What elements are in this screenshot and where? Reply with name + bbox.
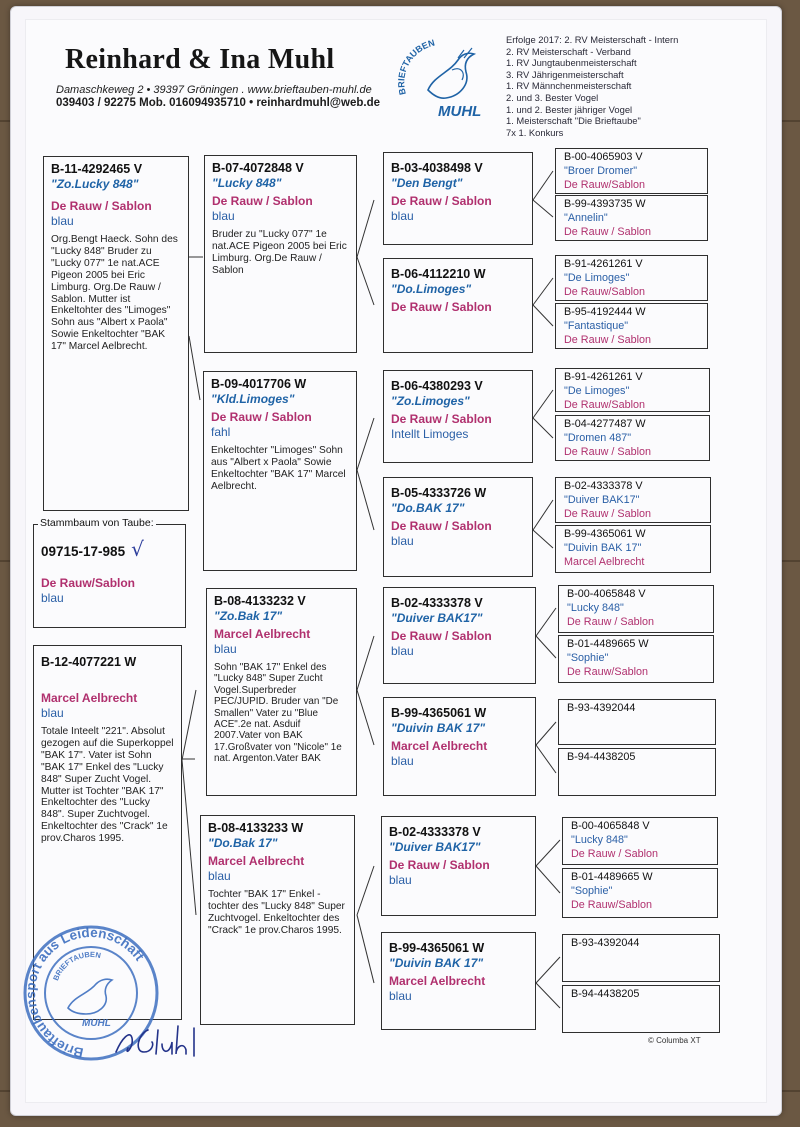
ggg-box[interactable] (555, 303, 708, 349)
gp-colour: blau (214, 642, 237, 656)
ggg-name: "Broer Dromer" (564, 165, 638, 177)
signature (108, 1008, 248, 1068)
ggg-box[interactable] (558, 748, 716, 796)
ggg-breeder: De Rauw/Sablon (564, 399, 646, 411)
success-item: 1. RV Männchenmeisterschaft (506, 80, 632, 92)
ggg-breeder: De Rauw/Sablon (571, 899, 653, 911)
ggg-ring: B-00-4065848 V (571, 820, 650, 832)
great-grandparent-box[interactable] (381, 816, 536, 916)
ggg-box[interactable] (555, 148, 708, 194)
website: . www.brieftauben-muhl.de (241, 84, 372, 96)
ggp-breeder: De Rauw / Sablon (389, 858, 490, 872)
sire-note: Org.Bengt Haeck. Sohn des "Lucky 848" Bruder zu "Lucky 077" 1e nat.ACE Pigeon 2005 bei Eric Limburg. Org.De Rauw / Sablon. Mutter ist Enkeltohter des "Limoges" Sohn aus "Albert x Paola" Sowie Enkeltochter "BAK 17" Marcel Aelbrecht. (51, 234, 178, 353)
ggg-breeder: De Rauw / Sablon (571, 848, 659, 860)
ggg-breeder: De Rauw/Sablon (564, 286, 646, 298)
ggp-colour: blau (391, 644, 414, 658)
ggg-ring: B-95-4192444 W (564, 306, 646, 318)
ggg-ring: B-91-4261261 V (564, 371, 643, 383)
ggg-box[interactable] (555, 415, 710, 461)
ggp-colour: blau (391, 754, 414, 768)
subject-box[interactable] (33, 524, 186, 628)
ggg-breeder: De Rauw / Sablon (564, 334, 652, 346)
ggg-box[interactable] (558, 585, 714, 633)
gp-breeder: Marcel Aelbrecht (214, 627, 311, 641)
dam-breeder: Marcel Aelbrecht (41, 691, 138, 705)
ggp-ring: B-06-4380293 V (391, 379, 483, 393)
sire-name: "Zo.Lucky 848" (51, 177, 139, 191)
success-item: Erfolge 2017: 2. RV Meisterschaft - Intern (506, 34, 679, 45)
ggg-name: "Annelin" (564, 212, 608, 224)
sire-ring: B-11-4292465 V (51, 162, 143, 176)
ggg-breeder: De Rauw / Sablon (567, 616, 655, 628)
ggg-breeder: Marcel Aelbrecht (564, 556, 645, 568)
gp-note: Sohn "BAK 17" Enkel des "Lucky 848" Super Zucht Vogel.Superbreder PEC/JUPID. Bruder van "De Smallen" Vater zu "Blue ACE".2e nat. Asduif 2007.Vater von BAK 17.Großvater von "Nicole" 1e nat. Argenton.Vater BAK (214, 662, 342, 765)
subject-label: Stammbaum von Taube: (40, 517, 154, 529)
breeder-name: Reinhard & Ina Muhl (65, 44, 335, 75)
ggg-ring: B-99-4365061 W (564, 528, 646, 540)
copyright: © Columba XT (648, 1036, 701, 1045)
great-grandparent-box[interactable] (383, 258, 533, 353)
ggp-colour: blau (389, 873, 412, 887)
contact-line: 039403 / 92275 Mob. 016094935710 • reinhardmuhl@web.de (56, 97, 380, 109)
ggp-name: "Do.BAK 17" (391, 501, 465, 515)
ggg-box[interactable] (558, 699, 716, 745)
ggg-ring: B-93-4392044 (567, 702, 636, 714)
ggp-breeder: De Rauw / Sablon (391, 194, 492, 208)
gp-colour: fahl (211, 425, 231, 439)
gp-ring: B-08-4133233 W (208, 821, 304, 835)
ggp-colour: Intellt Limoges (391, 427, 469, 441)
gp-ring: B-09-4017706 W (211, 377, 307, 391)
ggp-name: "Den Bengt" (391, 176, 463, 190)
subject-breeder: De Rauw/Sablon (41, 576, 136, 590)
ggp-breeder: De Rauw / Sablon (391, 412, 492, 426)
great-grandparent-box[interactable] (381, 932, 536, 1030)
ggp-ring: B-05-4333726 W (391, 486, 487, 500)
ggp-breeder: Marcel Aelbrecht (391, 739, 488, 753)
ggg-name: "Duiver BAK17" (564, 494, 640, 506)
ggp-name: "Duiver BAK17" (389, 840, 481, 854)
ggg-breeder: De Rauw / Sablon (564, 508, 652, 520)
dam-ring: B-12-4077221 W (41, 655, 137, 669)
ggg-ring: B-02-4333378 V (564, 480, 643, 492)
ggg-name: "De Limoges" (564, 272, 630, 284)
success-item: 3. RV Jährigenmeisterschaft (506, 68, 624, 80)
gp-breeder: De Rauw / Sablon (211, 410, 312, 424)
great-grandparent-box[interactable] (383, 152, 533, 245)
ggg-box[interactable] (555, 368, 710, 412)
ggg-breeder: De Rauw/Sablon (564, 179, 646, 191)
sire-box[interactable] (43, 156, 189, 511)
svg-text:BRIEFTAUBEN (51, 950, 101, 982)
grandparent-box[interactable] (206, 588, 357, 796)
success-item: 7x 1. Konkurs (506, 126, 564, 138)
ggg-ring: B-94-4438205 (571, 988, 640, 1000)
ggg-box[interactable] (562, 817, 718, 865)
ggp-name: "Duivin BAK 17" (391, 721, 486, 735)
ggg-ring: B-91-4261261 V (564, 258, 643, 270)
gp-colour: blau (212, 209, 235, 223)
ggg-ring: B-04-4277487 W (564, 418, 646, 430)
ggp-breeder: De Rauw / Sablon (391, 629, 492, 643)
stamp-inner-top: BRIEFTAUBEN (51, 949, 102, 982)
gp-breeder: De Rauw / Sablon (212, 194, 313, 208)
ggg-box[interactable] (558, 635, 714, 683)
great-grandparent-box[interactable] (383, 697, 536, 796)
ggp-breeder: Marcel Aelbrecht (389, 974, 486, 988)
ggg-ring: B-00-4065848 V (567, 588, 646, 600)
gp-ring: B-07-4072848 V (212, 161, 304, 175)
ggg-name: "Lucky 848" (567, 602, 624, 614)
success-item: 2. RV Meisterschaft - Verband (506, 45, 631, 57)
logo-top-text: BRIEFTAUBEN (396, 37, 436, 96)
ggg-box[interactable] (562, 985, 720, 1033)
ggg-name: "Sophie" (567, 652, 609, 664)
grandparent-box[interactable] (200, 815, 355, 1025)
ggg-name: "De Limoges" (564, 385, 630, 397)
gp-name: "Do.Bak 17" (208, 836, 278, 850)
stamp-inner-bottom: MUHL (82, 1018, 111, 1029)
subject-ring: 09715-17-985 (41, 544, 126, 559)
ggg-name: "Fantastique" (564, 320, 629, 332)
ggg-box[interactable] (562, 868, 718, 918)
ggp-ring: B-99-4365061 W (391, 706, 487, 720)
ggp-breeder: De Rauw / Sablon (391, 519, 492, 533)
gp-breeder: Marcel Aelbrecht (208, 854, 305, 868)
ggg-ring: B-00-4065903 V (564, 151, 643, 163)
success-item: 1. Meisterschaft "Die Brieftaube" (506, 115, 641, 127)
gp-ring: B-08-4133232 V (214, 594, 306, 608)
gp-note: Tochter "BAK 17" Enkel - tochter des "Lucky 848" Super Zuchtvogel. Enkeltochter des "Crack" 1e prov.Charos 1995. (208, 889, 345, 936)
great-grandparent-box[interactable] (383, 370, 533, 463)
ggp-ring: B-03-4038498 V (391, 161, 483, 175)
ggg-name: "Sophie" (571, 885, 613, 897)
ggp-ring: B-02-4333378 V (389, 825, 481, 839)
ggg-breeder: De Rauw / Sablon (564, 446, 652, 458)
ggp-ring: B-02-4333378 V (391, 596, 483, 610)
gp-name: "Lucky 848" (212, 176, 282, 190)
subject-ring-row (41, 537, 178, 561)
ggg-breeder: De Rauw/Sablon (567, 666, 649, 678)
grandparent-box[interactable] (204, 155, 357, 353)
gp-name: "Zo.Bak 17" (214, 609, 283, 623)
ggg-name: "Duivin BAK 17" (564, 542, 642, 554)
ggg-box[interactable] (555, 477, 711, 523)
ggp-name: "Duivin BAK 17" (389, 956, 484, 970)
ggg-box[interactable] (555, 195, 708, 241)
gp-colour: blau (208, 869, 231, 883)
ggp-colour: blau (391, 534, 414, 548)
ggg-ring: B-93-4392044 (571, 937, 640, 949)
ggp-ring: B-06-4112210 W (391, 267, 486, 281)
sire-breeder: De Rauw / Sablon (51, 199, 152, 213)
gp-note: Enkeltochter "Limoges" Sohn aus "Albert x Paola" Sowie Enkeltochter "BAK 17" Marcel Aelbrecht. (211, 445, 346, 492)
dam-colour: blau (41, 706, 64, 720)
ggg-breeder: De Rauw / Sablon (564, 226, 652, 238)
address: Damaschkeweg 2 • 39397 Gröningen (56, 84, 239, 96)
subject-colour: blau (41, 591, 64, 605)
ggp-name: "Do.Limoges" (391, 282, 472, 296)
ggg-name: "Dromen 487" (564, 432, 632, 444)
ggg-ring: B-01-4489665 W (571, 871, 653, 883)
gp-note: Bruder zu "Lucky 077" 1e nat.ACE Pigeon 2005 bei Eric Limburg. Org.De Rauw / Sablon (212, 229, 347, 276)
success-item: 2. und 3. Bester Vogel (506, 91, 599, 103)
ggg-box[interactable] (562, 934, 720, 982)
grandparent-box[interactable] (203, 371, 357, 571)
ggp-ring: B-99-4365061 W (389, 941, 485, 955)
sire-colour: blau (51, 214, 74, 228)
great-grandparent-box[interactable] (383, 477, 533, 577)
ggp-name: "Duiver BAK17" (391, 611, 483, 625)
ggg-box[interactable] (555, 255, 708, 301)
ggp-colour: blau (389, 989, 412, 1003)
checkmark-icon: √ (131, 537, 144, 561)
success-item: 1. und 2. Bester jähriger Vogel (506, 103, 633, 115)
logo-bottom-text: MUHL (438, 103, 482, 120)
gp-name: "Kld.Limoges" (211, 392, 295, 406)
success-item: 1. RV Jungtaubenmeisterschaft (506, 57, 637, 69)
ggg-name: "Lucky 848" (571, 834, 628, 846)
ggg-ring: B-01-4489665 W (567, 638, 649, 650)
ggp-colour: blau (391, 209, 414, 223)
ggg-box[interactable] (555, 525, 711, 573)
dam-note: Totale Inteelt "221". Absolut gezogen auf die Superkoppel "BAK 17". Vater ist Sohn "BAK 17" Enkel des "Lucky 848" Super Zucht Vogel. Mutter ist Tochter "BAK 17" Enkeltochter des "Lucky 848". Super Zuchtvogel. Enkeltochter des "Crack" 1e prov.Charos 1995. (41, 726, 174, 845)
stamp-text: Brieftaubensport aus Leidenschaft (22, 924, 148, 1061)
ggp-name: "Zo.Limoges" (391, 394, 470, 408)
ggg-ring: B-94-4438205 (567, 751, 636, 763)
ggg-ring: B-99-4393735 W (564, 198, 646, 210)
great-grandparent-box[interactable] (383, 587, 536, 684)
ggp-breeder: De Rauw / Sablon (391, 300, 492, 314)
